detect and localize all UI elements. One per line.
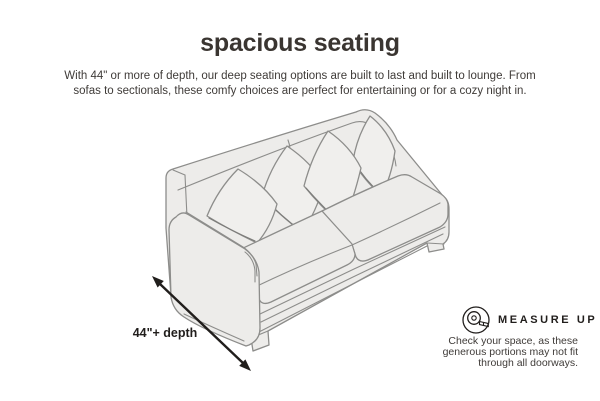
measure-up-label: MEASURE UP — [498, 314, 598, 326]
intro-line-1: With 44" or more of depth, our deep seating options are built to last and built to lounge. From — [64, 70, 536, 82]
page-title: spacious seating — [200, 29, 400, 57]
intro-line-2: sofas to sectionals, these comfy choices are perfect for entertaining or for a cozy night in. — [73, 85, 527, 97]
caption-line-3: through all doorways. — [478, 357, 578, 369]
tape-measure-icon — [463, 307, 489, 333]
caption-line-1: Check your space, as these — [448, 335, 578, 347]
measure-up-caption — [380, 336, 578, 369]
caption-line-2: generous portions may not fit — [442, 346, 578, 358]
sofa-illustration — [166, 110, 449, 351]
depth-label: 44"+ depth — [132, 326, 198, 340]
